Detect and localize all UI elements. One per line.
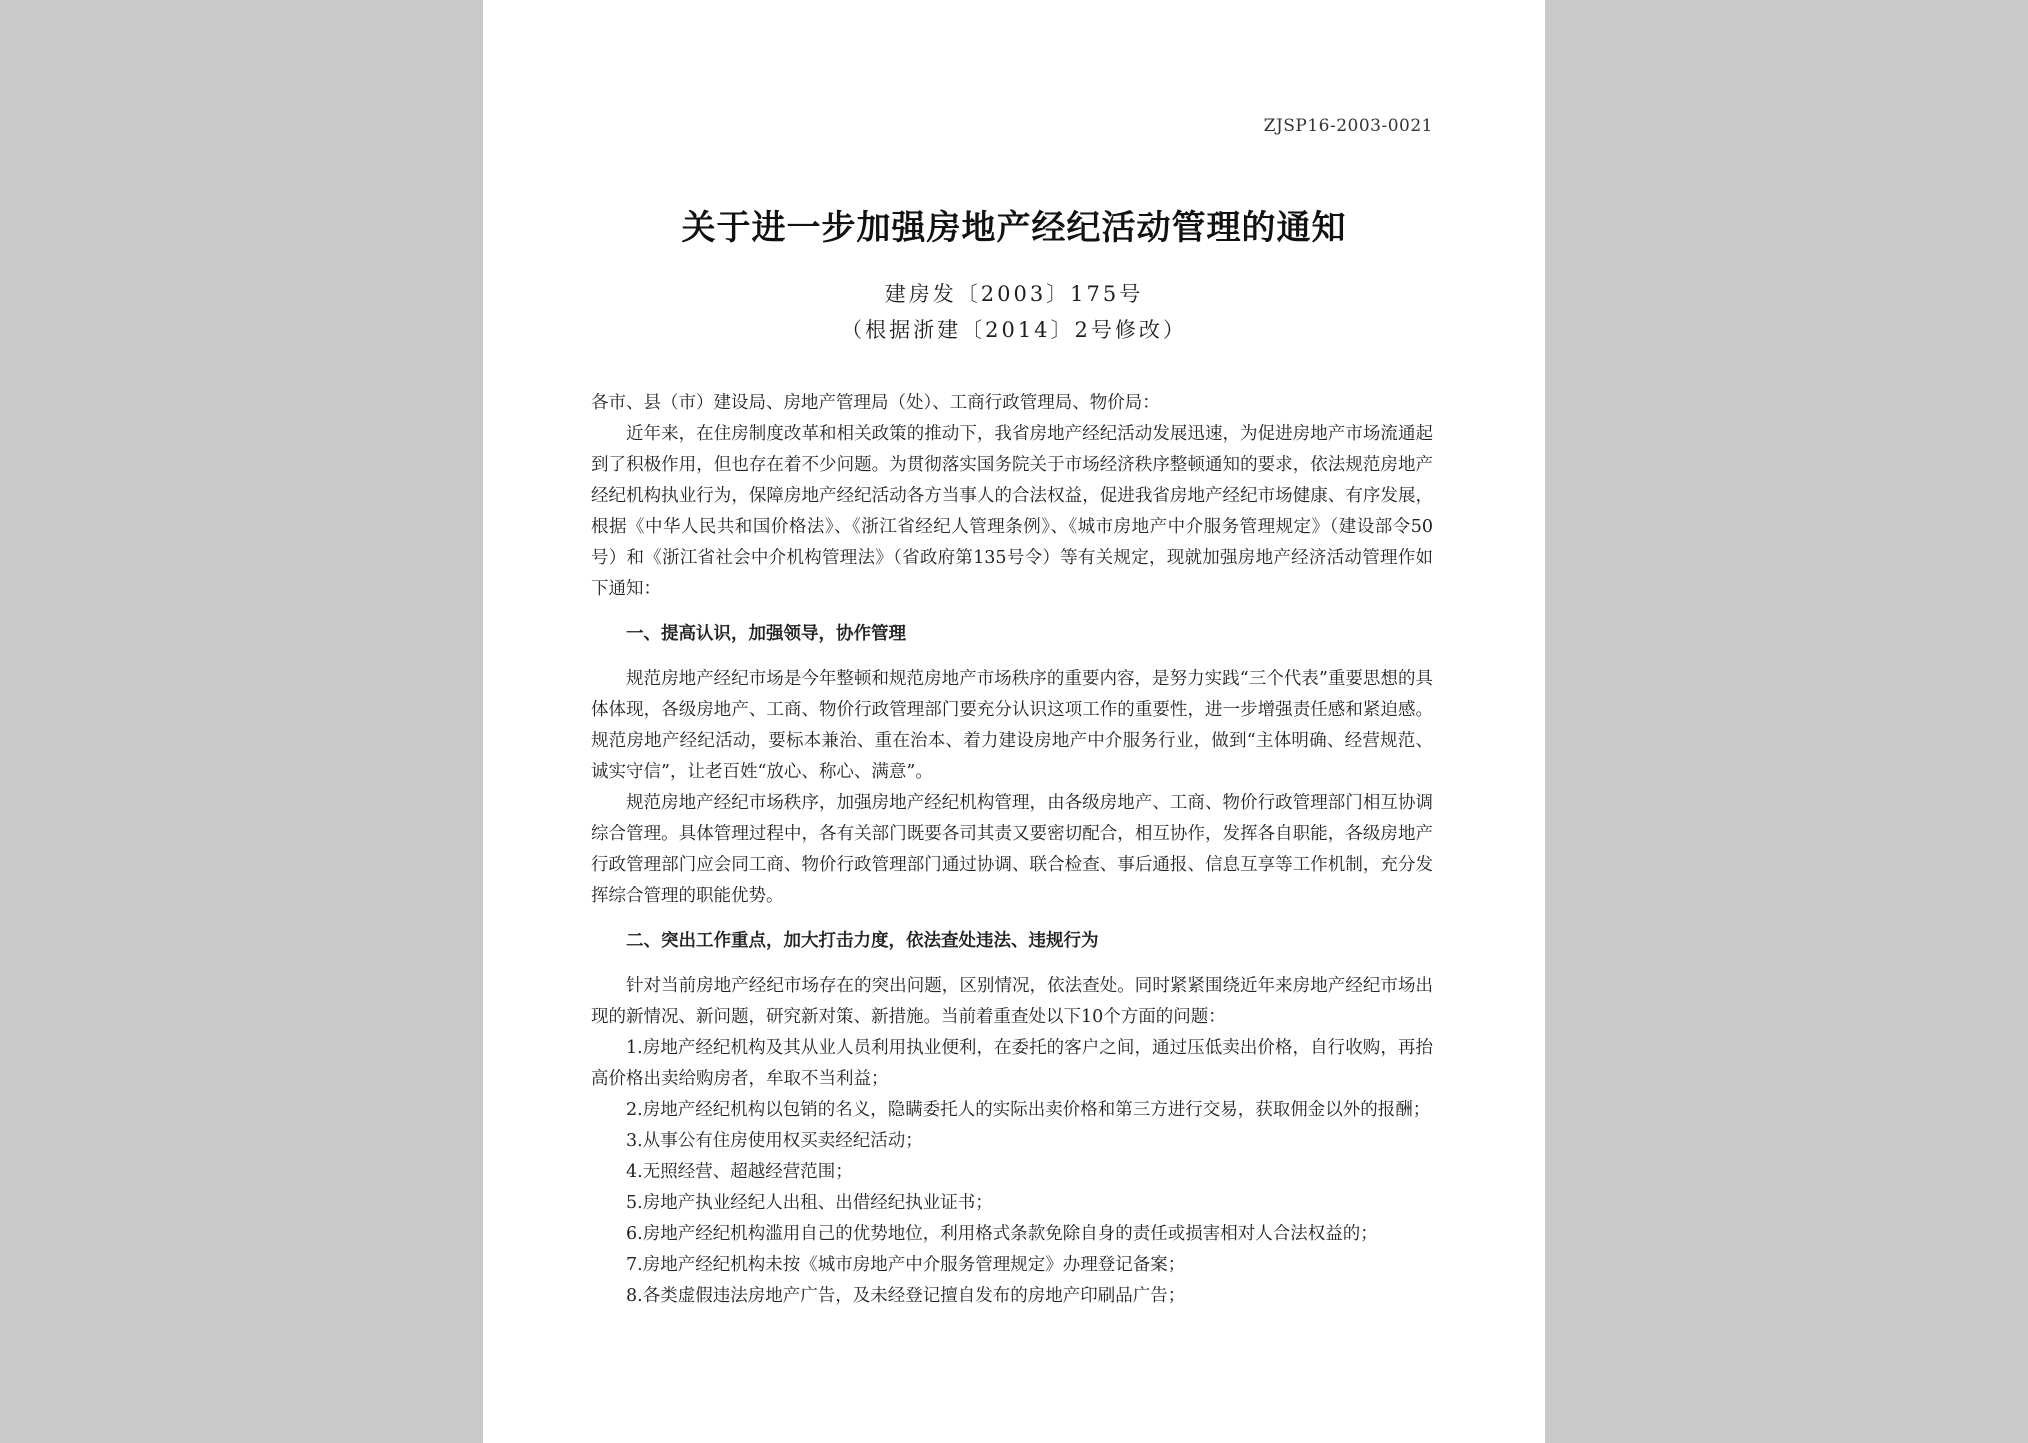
list-item: 3.从事公有住房使用权买卖经纪活动； <box>626 1131 923 1151</box>
list-item: 4.无照经营、超越经营范围； <box>626 1162 853 1182</box>
list-item: 8.各类虚假违法房地产广告，及未经登记擅自发布的房地产印刷品广告； <box>626 1286 1186 1306</box>
intro-paragraph: 近年来，在住房制度改革和相关政策的推动下，我省房地产经纪活动发展迅速，为促进房地产市场流通起到了积极作用，但也存在着不少问题。为贯彻落实国务院关于市场经济秩序整顿通知的要求，依法规范房地产经纪机构执业行为，保障房地产经纪活动各方当事人的合法权益，促进我省房地产经纪市场健康、有序发展，根据《中华人民共和国价格法》、《浙江省经纪人管理条例》、《城市房地产中介服务管理规定》（建设部令50号）和《浙江省社会中介机构管理法》（省政府第135号令）等有关规定，现就加强房地产经济活动管理作如下通知： <box>591 424 1433 599</box>
list-item: 1.房地产经纪机构及其从业人员利用执业便利，在委托的客户之间，通过压低卖出价格，自行收购，再抬高价格出卖给购房者，牟取不当利益； <box>591 1038 1433 1089</box>
section2-intro-paragraph: 针对当前房地产经纪市场存在的突出问题，区别情况，依法查处。同时紧紧围绕近年来房地产经纪市场出现的新情况、新问题，研究新对策、新措施。当前着重查处以下10个方面的问题： <box>591 976 1433 1027</box>
document-number: 建房发〔2003〕175号 <box>884 282 1144 306</box>
document-title: 关于进一步加强房地产经纪活动管理的通知 <box>681 208 1347 248</box>
document-body <box>591 388 1433 1312</box>
section1-paragraph: 规范房地产经纪市场是今年整顿和规范房地产市场秩序的重要内容，是努力实践“三个代表”重要思想的具体体现，各级房地产、工商、物价行政管理部门要充分认识这项工作的重要性，进一步增强责任感和紧迫感。规范房地产经纪活动，要标本兼治、重在治本、着力建设房地产中介服务行业，做到“主体明确、经营规范、诚实守信”，让老百姓“放心、称心、满意”。 <box>591 669 1433 782</box>
addressee-line: 各市、县（市）建设局、房地产管理局（处）、工商行政管理局、物价局： <box>591 393 1160 413</box>
section1-paragraph: 规范房地产经纪市场秩序，加强房地产经纪机构管理，由各级房地产、工商、物价行政管理部门相互协调综合管理。具体管理过程中，各有关部门既要各司其责又要密切配合，相互协作，发挥各自职能，各级房地产行政管理部门应会同工商、物价行政管理部门通过协调、联合检查、事后通报、信息互享等工作机制，充分发挥综合管理的职能优势。 <box>591 793 1433 906</box>
list-item: 6.房地产经纪机构滥用自己的优势地位，利用格式条款免除自身的责任或损害相对人合法权益的； <box>626 1224 1378 1244</box>
document-code: ZJSP16-2003-0021 <box>1263 116 1433 136</box>
document-page <box>483 0 1545 1443</box>
list-item: 7.房地产经纪机构未按《城市房地产中介服务管理规定》办理登记备案； <box>626 1255 1186 1275</box>
list-item: 2.房地产经纪机构以包销的名义，隐瞒委托人的实际出卖价格和第三方进行交易，获取佣金以外的报酬； <box>626 1100 1431 1120</box>
section-heading-1: 一、提高认识，加强领导，协作管理 <box>626 624 906 644</box>
list-item: 5.房地产执业经纪人出租、出借经纪执业证书； <box>626 1193 993 1213</box>
section-heading-2: 二、突出工作重点，加大打击力度，依法查处违法、违规行为 <box>626 931 1099 951</box>
revision-note: （根据浙建〔2014〕2号修改） <box>841 318 1187 342</box>
